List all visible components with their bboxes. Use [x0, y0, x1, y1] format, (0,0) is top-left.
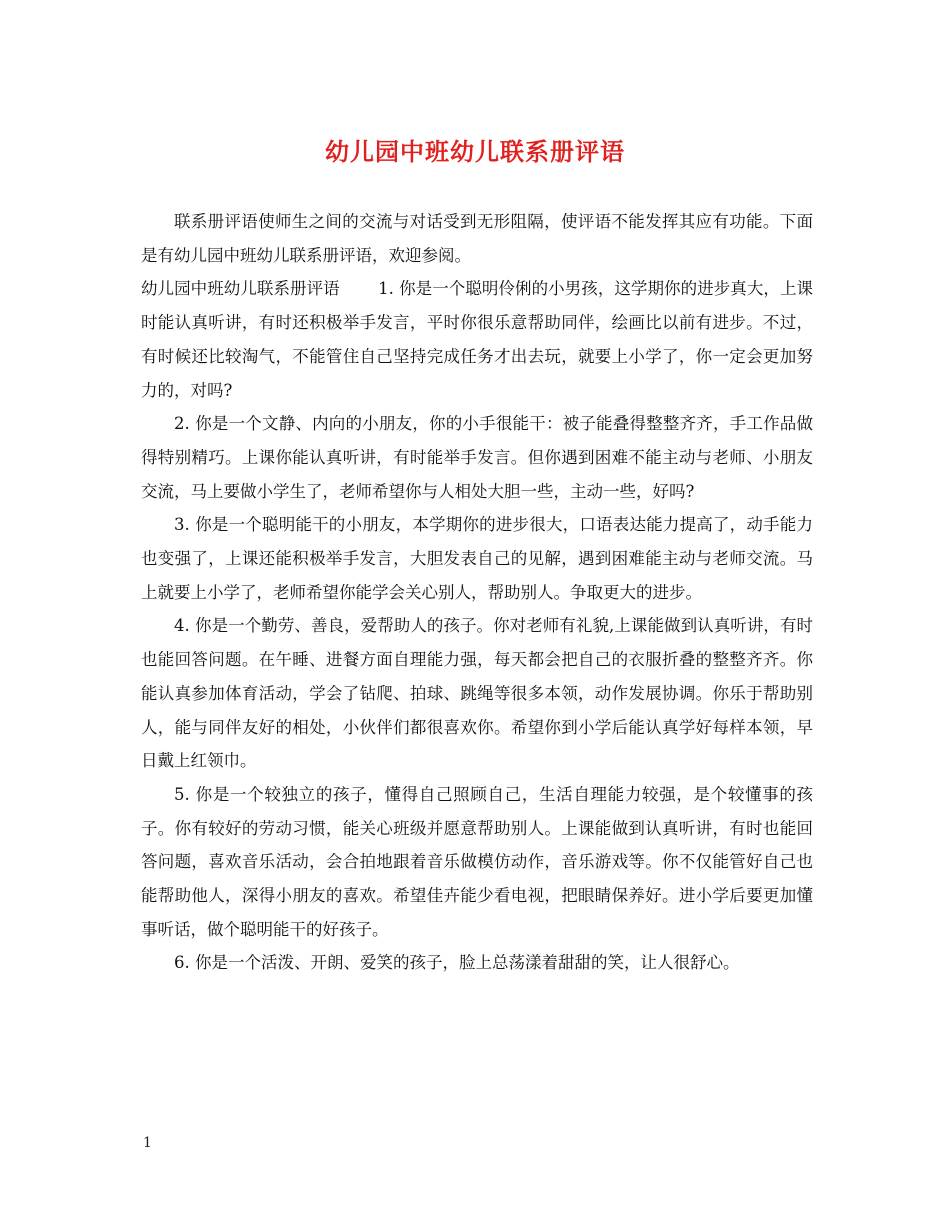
paragraph-2: 2. 你是一个文静、内向的小朋友，你的小手很能干：被子能叠得整整齐齐，手工作品做得特别精巧。上课你能认真听讲，有时能举手发言。但你遇到困难不能主动与老师、小朋友交流，马上要做小学生了，老师希望你与人相处大胆一些，主动一些，好吗? [141, 414, 813, 501]
page-number: 1 [143, 1135, 152, 1151]
page-title: 幼儿园中班幼儿联系册评语 [325, 137, 625, 166]
paragraph-6: 6. 你是一个活泼、开朗、爱笑的孩子，脸上总荡漾着甜甜的笑，让人很舒心。 [174, 953, 740, 973]
paragraph-1: 幼儿园中班幼儿联系册评语 1. 你是一个聪明伶俐的小男孩，这学期你的进步真大，上课时能认真听讲，有时还积极举手发言，平时你很乐意帮助同伴，绘画比以前有进步。不过，有时候还比较淘气，不能管住自己坚持完成任务才出去玩，就要上小学了，你一定会更加努力的，对吗? [141, 279, 813, 400]
paragraph-4: 4. 你是一个勤劳、善良，爱帮助人的孩子。你对老师有礼貌,上课能做到认真听讲，有时也能回答问题。在午睡、进餐方面自理能力强，每天都会把自己的衣服折叠的整整齐齐。你能认真参加体育活动，学会了钻爬、拍球、跳绳等很多本领，动作发展协调。你乐于帮助别人，能与同伴友好的相处，小伙伴们都很喜欢你。希望你到小学后能认真学好每样本领，早日戴上红领巾。 [141, 616, 813, 771]
paragraph-3: 3. 你是一个聪明能干的小朋友，本学期你的进步很大，口语表达能力提高了，动手能力也变强了，上课还能积极举手发言，大胆发表自己的见解，遇到困难能主动与老师交流。马上就要上小学了，老师希望你能学会关心别人，帮助别人。争取更大的进步。 [141, 515, 813, 602]
paragraph-5: 5. 你是一个较独立的孩子，懂得自己照顾自己，生活自理能力较强，是个较懂事的孩子。你有较好的劳动习惯，能关心班级并愿意帮助别人。上课能做到认真听讲，有时也能回答问题，喜欢音乐活动，会合拍地跟着音乐做模仿动作，音乐游戏等。你不仅能管好自己也能帮助他人，深得小朋友的喜欢。希望佳卉能少看电视，把眼睛保养好。进小学后要更加懂事听话，做个聪明能干的好孩子。 [141, 784, 813, 939]
document-body [141, 205, 813, 980]
intro-paragraph: 联系册评语使师生之间的交流与对话受到无形阻隔，使评语不能发挥其应有功能。下面是有幼儿园中班幼儿联系册评语，欢迎参阅。 [141, 212, 813, 265]
